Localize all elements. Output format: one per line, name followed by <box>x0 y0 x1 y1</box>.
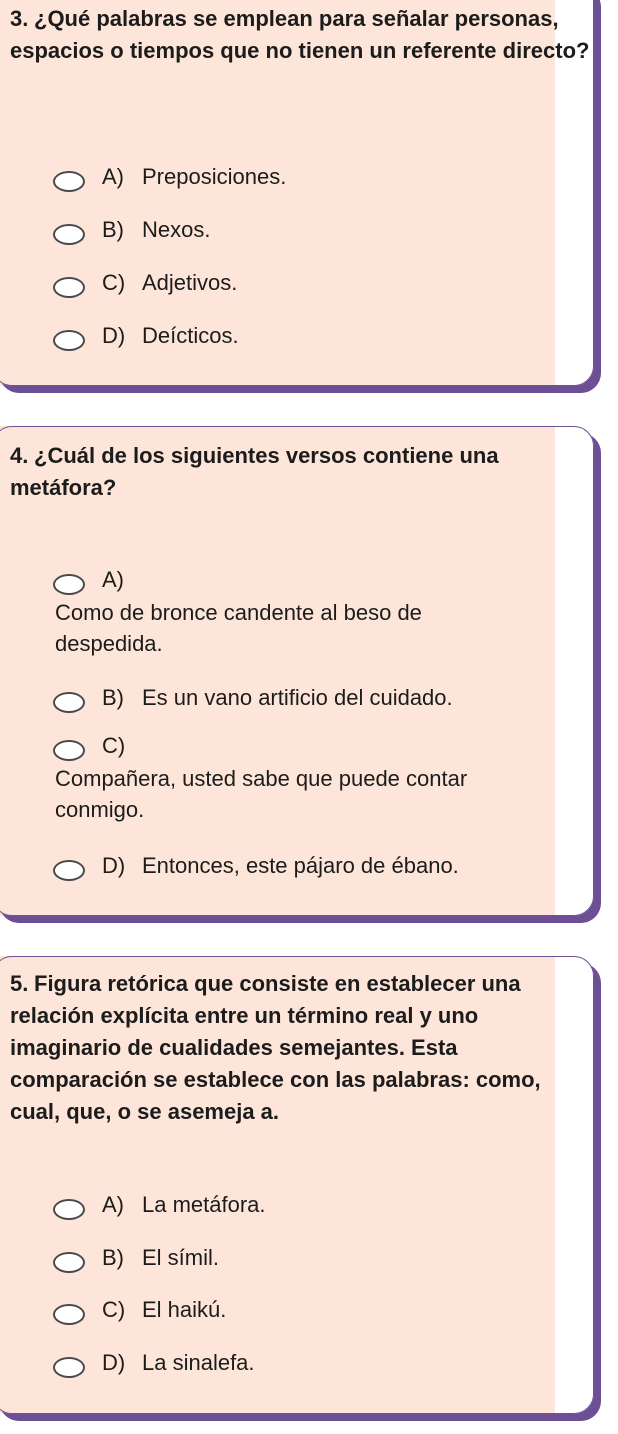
radio-button[interactable] <box>53 1357 85 1378</box>
radio-button[interactable] <box>53 1199 85 1220</box>
question-prompt: ¿Cuál de los siguientes versos contiene una metáfora? <box>10 443 499 500</box>
question-prompt: ¿Qué palabras se emplean para señalar personas, espacios o tiempos que no tienen un referente directo? <box>10 6 590 63</box>
option-letter: D) <box>102 323 126 348</box>
question-3-text <box>10 3 595 67</box>
radio-button[interactable] <box>53 1252 85 1273</box>
question-prompt: Figura retórica que consiste en establecer una relación explícita entre un término real y uno imaginario de cualidades semejantes. Esta comparación se establece con las palabras: como, cual, que, o se asemeja a. <box>10 971 541 1124</box>
option-text: Entonces, este pájaro de ébano. <box>142 853 459 878</box>
radio-button[interactable] <box>53 224 85 245</box>
question-number: 3. <box>10 6 29 31</box>
option-letter: C) <box>102 733 126 758</box>
option-text: La sinalefa. <box>142 1350 255 1375</box>
radio-button[interactable] <box>53 277 85 298</box>
question-4-text <box>10 440 595 504</box>
radio-button[interactable] <box>53 740 85 761</box>
radio-button[interactable] <box>53 574 85 595</box>
option-letter: A) <box>102 1192 124 1217</box>
option-letter: D) <box>102 1350 126 1375</box>
option-letter: D) <box>102 853 126 878</box>
option-text: Es un vano artificio del cuidado. <box>142 685 453 710</box>
question-5-text <box>10 968 595 1128</box>
radio-button[interactable] <box>53 1304 85 1325</box>
option-letter: B) <box>102 217 124 242</box>
option-letter: A) <box>102 164 124 189</box>
option-text: Compañera, usted sabe que puede contar conmigo. <box>55 766 468 822</box>
question-number: 4. <box>10 443 29 468</box>
option-letter: C) <box>102 1297 126 1322</box>
radio-button[interactable] <box>53 330 85 351</box>
option-text: Como de bronce candente al beso de despedida. <box>55 600 422 656</box>
option-text: El símil. <box>142 1245 219 1270</box>
radio-button[interactable] <box>53 860 85 881</box>
option-text: Preposiciones. <box>142 164 287 189</box>
radio-button[interactable] <box>53 171 85 192</box>
option-text: La metáfora. <box>142 1192 266 1217</box>
option-text: Adjetivos. <box>142 270 238 295</box>
radio-button[interactable] <box>53 692 85 713</box>
question-number: 5. <box>10 971 29 996</box>
option-text: Deícticos. <box>142 323 239 348</box>
option-letter: A) <box>102 567 124 592</box>
option-text: El haikú. <box>142 1297 227 1322</box>
option-text: Nexos. <box>142 217 211 242</box>
option-letter: C) <box>102 270 126 295</box>
option-letter: B) <box>102 1245 124 1270</box>
option-letter: B) <box>102 685 124 710</box>
